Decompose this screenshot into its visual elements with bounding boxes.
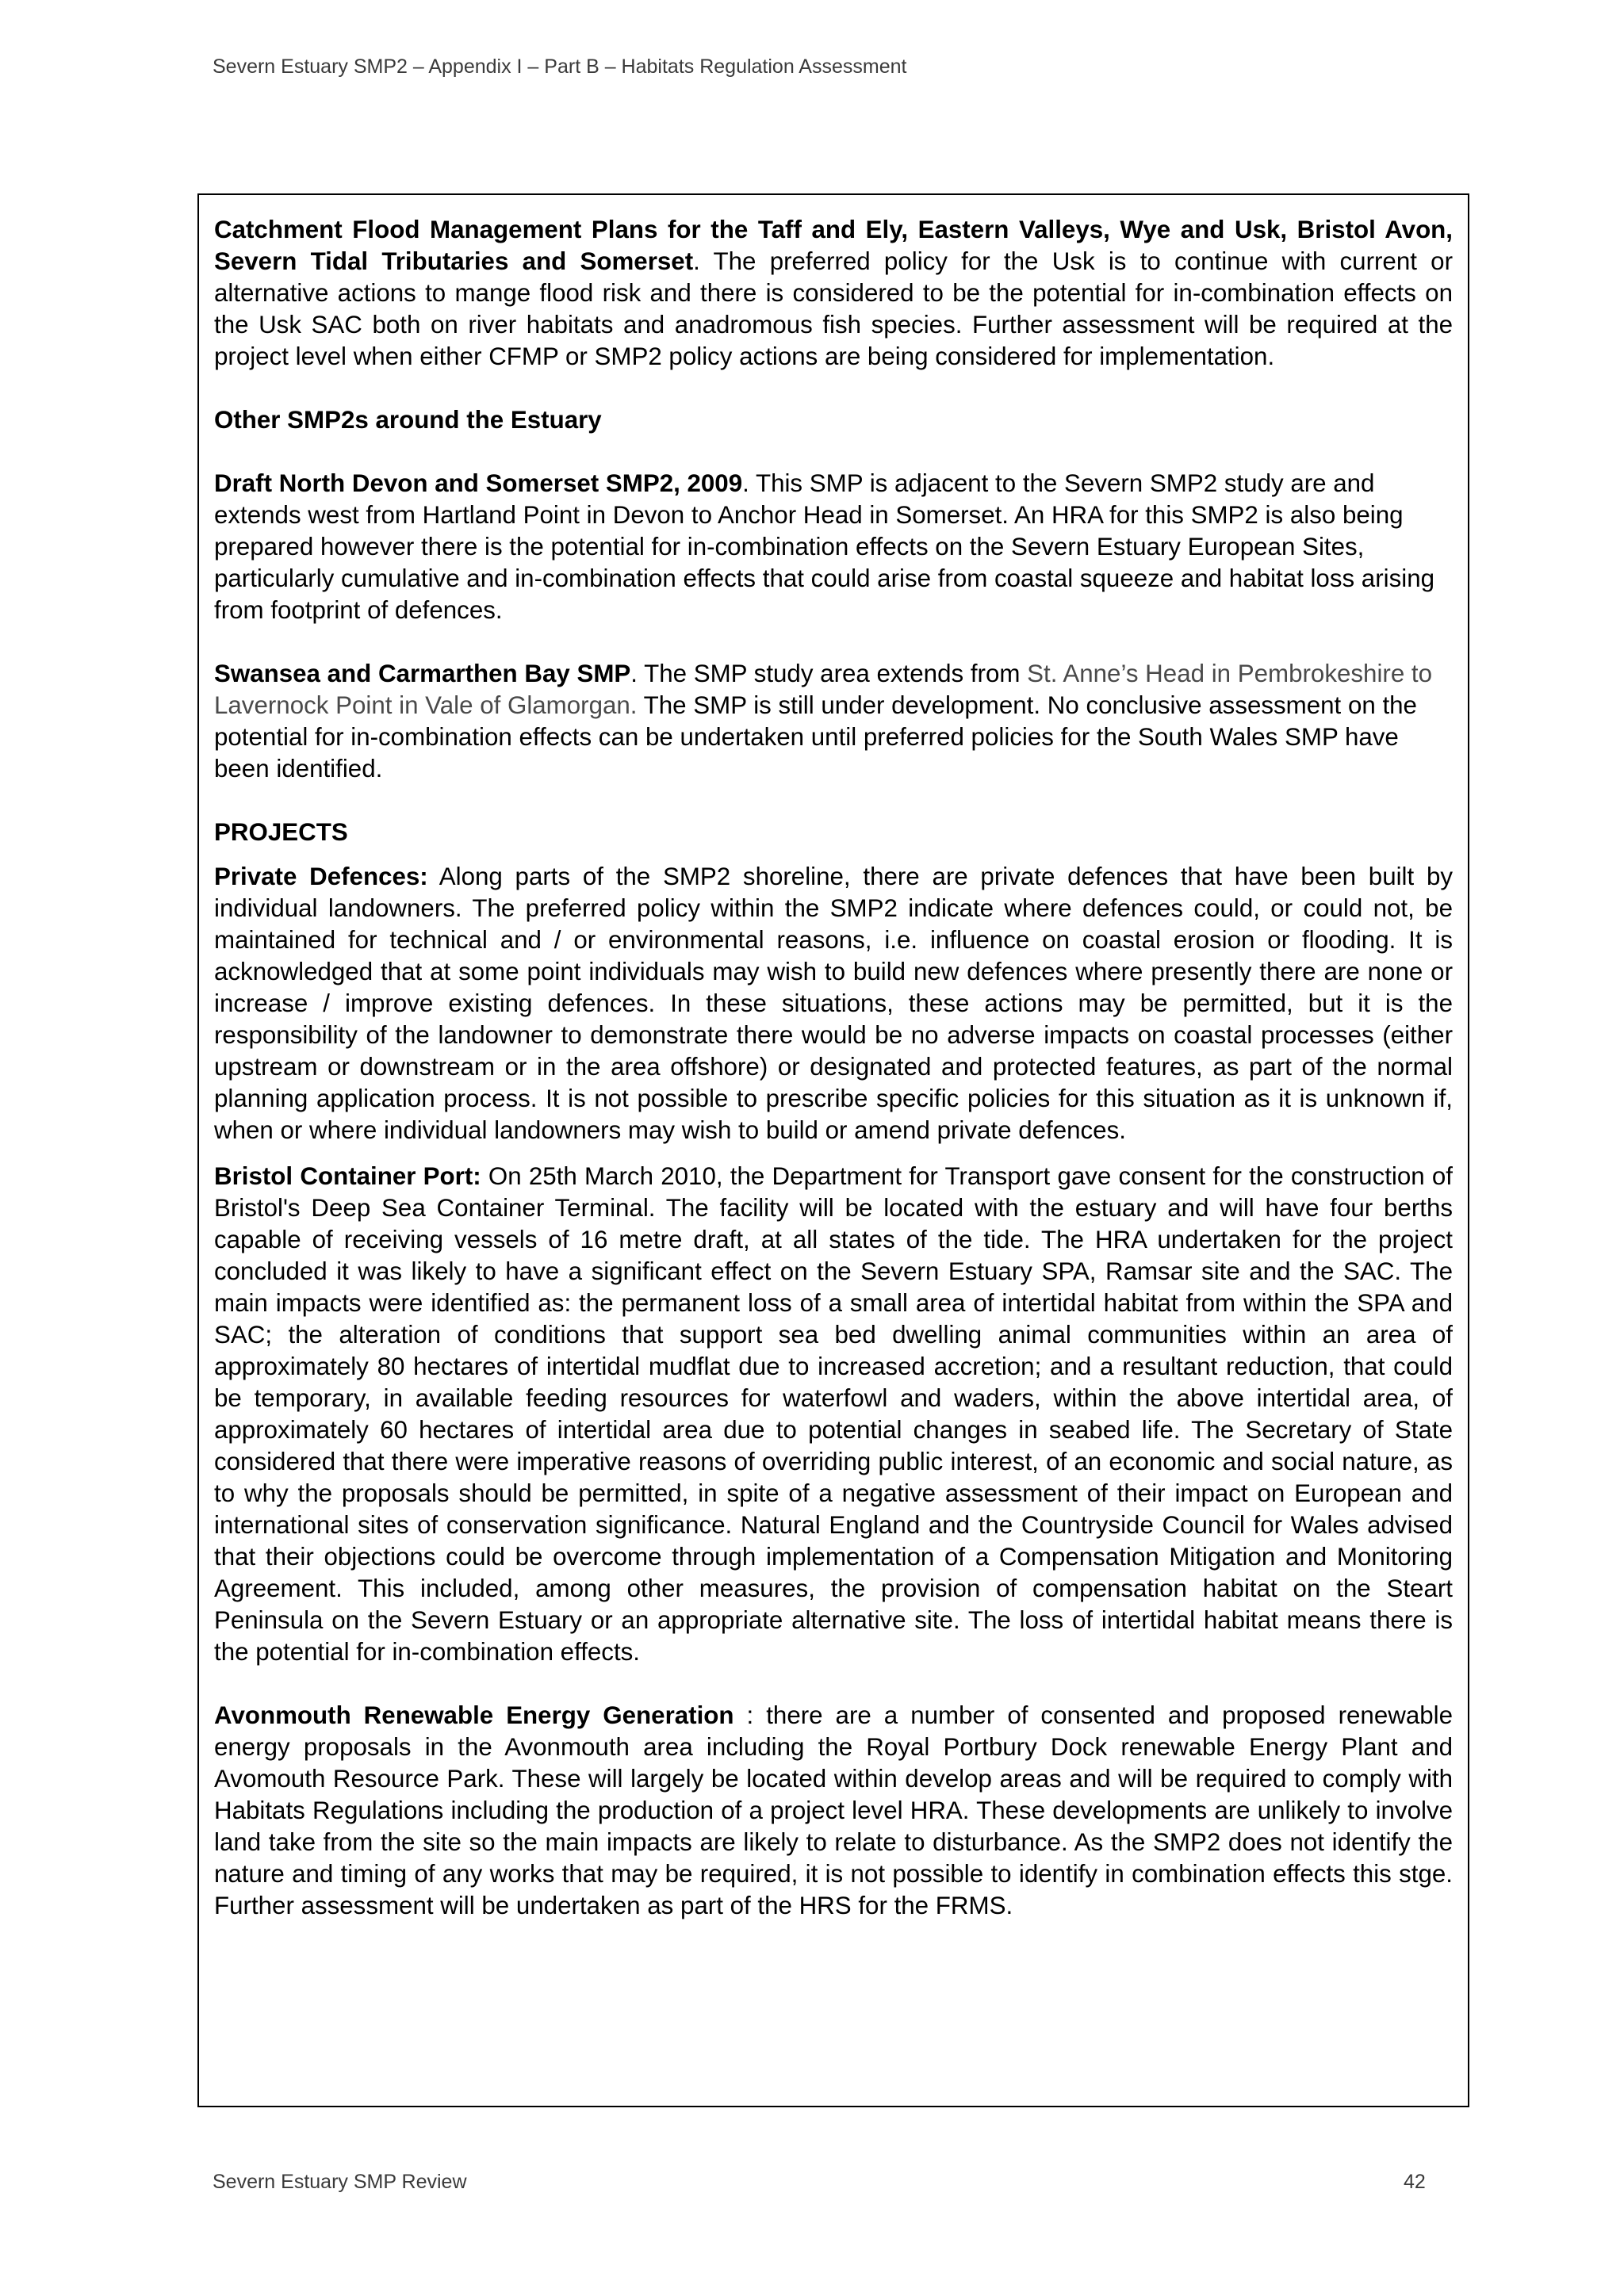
- swansea-text-a: . The SMP study area extends from: [630, 660, 1028, 687]
- avonmouth-text: : there are a number of consented and proposed renewable energy proposals in the Avonmouth area including the Royal Portbury Dock renewable Energy Plant and Avomouth Resource Park. These will largely be located within develop areas and will be required to comply with Habitats Regulations including the production of a project level HRA. These developments are unlikely to involve land take from the site so the main impacts are likely to relate to disturbance. As the SMP2 does not identify the nature and timing of any works that may be required, it is not possible to identify in combination effects this stge. Further assessment will be undertaken as part of the HRS for the FRMS.: [214, 1701, 1453, 1919]
- cfmp-lead: Catchment Flood Management Plans for the Taff and Ely, Eastern Valleys, Wye and Usk, Bristol Avon, Severn Tidal Tributaries and Somerset: [214, 216, 1453, 275]
- swansea-text-grey: St. Anne’s Head in Pembrokeshire to Lavernock Point in Vale of Glamorgan.: [214, 660, 1433, 719]
- content-box: [197, 193, 1469, 2107]
- cfmp-text: . The preferred policy for the Usk is to continue with current or alternative actions to mange flood risk and there is considered to be the potential for in-combination effects on the Usk SAC both on river habitats and anadromous fish species. Further assessment will be required at the project level when either CFMP or SMP2 policy actions are being considered for implementation.: [214, 247, 1453, 370]
- bristol-port-lead: Bristol Container Port:: [214, 1162, 481, 1190]
- avonmouth-paragraph: [214, 1700, 1453, 1922]
- swansea-paragraph: [214, 658, 1453, 785]
- avonmouth-lead: Avonmouth Renewable Energy Generation: [214, 1701, 734, 1729]
- bristol-port-text: On 25th March 2010, the Department for Transport gave consent for the construction of Bristol's Deep Sea Container Terminal. The facility will be located with the estuary and will have four berths capable of receiving vessels of 16 metre draft, at all states of the tide. The HRA undertaken for the project concluded it was likely to have a significant effect on the Severn Estuary SPA, Ramsar site and the SAC. The main impacts were identified as: the permanent loss of a small area of intertidal habitat from within the SPA and SAC; the alteration of conditions that support sea bed dwelling animal communities within an area of approximately 80 hectares of intertidal mudflat due to increased accretion; and a resultant reduction, that could be temporary, in available feeding resources for waterfowl and waders, within the above intertidal area, of approximately 60 hectares of intertidal area due to potential changes in seabed life. The Secretary of State considered that there were imperative reasons of overriding public interest, of an economic and social nature, as to why the proposals should be permitted, in spite of a negative assessment of their impact on European and international sites of conservation significance. Natural England and the Countryside Council for Wales advised that their objections could be overcome through implementation of a Compensation Mitigation and Monitoring Agreement. This included, among other measures, the provision of compensation habitat on the Steart Peninsula on the Severn Estuary or an appropriate alternative site. The loss of intertidal habitat means there is the potential for in-combination effects.: [214, 1162, 1453, 1666]
- north-devon-lead: Draft North Devon and Somerset SMP2, 2009: [214, 469, 743, 497]
- north-devon-paragraph: [214, 468, 1453, 626]
- projects-heading: PROJECTS: [214, 818, 348, 846]
- private-defences-lead: Private Defences:: [214, 863, 428, 890]
- other-smp2s-heading: Other SMP2s around the Estuary: [214, 406, 602, 434]
- running-header: Severn Estuary SMP2 – Appendix I – Part B – Habitats Regulation Assessment: [213, 55, 907, 78]
- swansea-text-b: The SMP is still under development. No conclusive assessment on the potential for in-combination effects can be undertaken until preferred policies for the South Wales SMP have been identified.: [214, 691, 1417, 783]
- private-defences-paragraph: [214, 861, 1453, 1146]
- bristol-port-paragraph: [214, 1161, 1453, 1668]
- running-footer: Severn Estuary SMP Review: [213, 2171, 467, 2193]
- cfmp-paragraph: [214, 214, 1453, 373]
- swansea-lead: Swansea and Carmarthen Bay SMP: [214, 660, 631, 687]
- page-number: 42: [1404, 2171, 1426, 2193]
- private-defences-text: Along parts of the SMP2 shoreline, there are private defences that have been built by individual landowners. The preferred policy within the SMP2 indicate where defences could, or could not, be maintained for technical and / or environmental reasons, i.e. influence on coastal erosion or flooding. It is acknowledged that at some point individuals may wish to build new defences where presently there are none or increase / improve existing defences. In these situations, these actions may be permitted, but it is the responsibility of the landowner to demonstrate there would be no adverse impacts on coastal processes (either upstream or downstream or in the area offshore) or designated and protected features, as part of the normal planning application process. It is not possible to prescribe specific policies for this situation as it is unknown if, when or where individual landowners may wish to build or amend private defences.: [214, 863, 1453, 1144]
- north-devon-text: . This SMP is adjacent to the Severn SMP2 study are and extends west from Hartland Point in Devon to Anchor Head in Somerset. An HRA for this SMP2 is also being prepared however there is the potential for in-combination effects on the Severn Estuary European Sites, particularly cumulative and in-combination effects that could arise from coastal squeeze and habitat loss arising from footprint of defences.: [214, 469, 1435, 624]
